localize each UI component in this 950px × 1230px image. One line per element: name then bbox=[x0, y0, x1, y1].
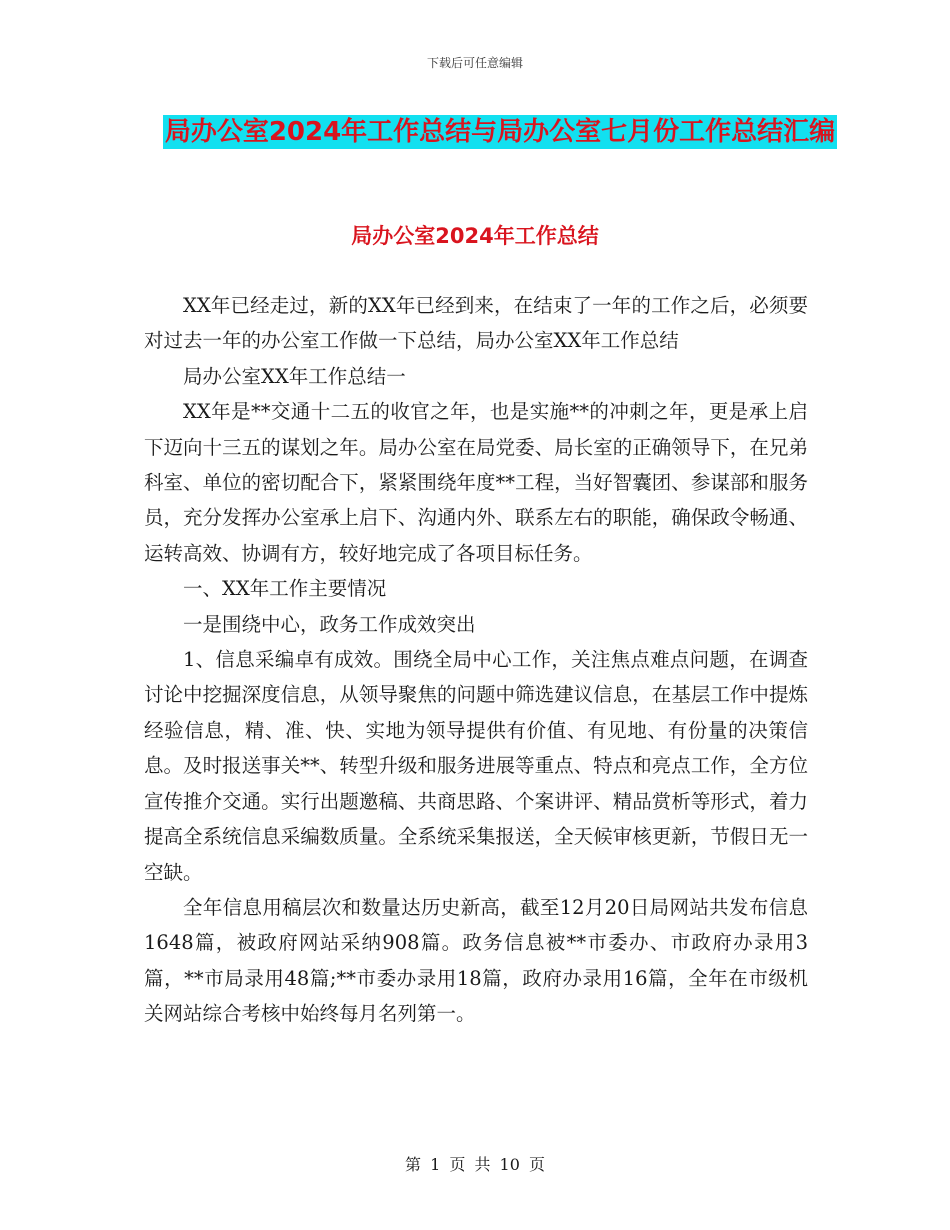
paragraph-heading-one: 局办公室XX年工作总结一 bbox=[183, 364, 406, 388]
paragraph-section-heading: 一、XX年工作主要情况 bbox=[183, 577, 387, 601]
page-footer-number: 第 1 页 共 10 页 bbox=[405, 1155, 545, 1174]
paragraph-info-editing: 1、信息采编卓有成效。围绕全局中心工作，关注焦点难点问题，在调查讨论中挖掘深度信息，从领导聚焦的问题中筛选建议信息，在基层工作中提炼经验信息，精、准、快、实地为领导提供有价值、有见地、有份量的决策信息。及时报送事关**、转型升级和服务进展等重点、特点和亮点工作，全方位宣传推介交通。实行出题邀稿、共商思路、个案讲评、精品赏析等形式，着力提高全系统信息采编数质量。全系统采集报送，全天候审核更新，节假日无一空缺。 bbox=[144, 648, 808, 884]
paragraph-overview: XX年是**交通十二五的收官之年，也是实施**的冲刺之年，更是承上启下迈向十三五的谋划之年。局办公室在局党委、局长室的正确领导下，在兄弟科室、单位的密切配合下，紧紧围绕年度**工程，当好智囊团、参谋部和服务员，充分发挥办公室承上启下、沟通内外、联系左右的职能，确保政令畅通、运转高效、协调有方，较好地完成了各项目标任务。 bbox=[144, 400, 808, 565]
paragraph-statistics: 全年信息用稿层次和数量达历史新高，截至12月20日局网站共发布信息1648篇，被政府网站采纳908篇。政务信息被**市委办、市政府办录用3篇，**市局录用48篇;**市委办录用18篇，政府办录用16篇，全年在市级机关网站综合考核中始终每月名列第一。 bbox=[144, 895, 808, 1026]
paragraph-intro: XX年已经走过，新的XX年已经到来，在结束了一年的工作之后，必须要对过去一年的办公室工作做一下总结，局办公室XX年工作总结 bbox=[144, 294, 808, 353]
document-body bbox=[144, 288, 808, 1032]
section-title: 局办公室2024年工作总结 bbox=[351, 224, 599, 248]
document-title bbox=[140, 110, 860, 154]
paragraph-subheading: 一是围绕中心，政务工作成效突出 bbox=[183, 612, 476, 636]
page-header-note: 下载后可任意编辑 bbox=[426, 56, 523, 70]
document-title-text: 局办公室2024年工作总结与局办公室七月份工作总结汇编 bbox=[164, 117, 836, 147]
